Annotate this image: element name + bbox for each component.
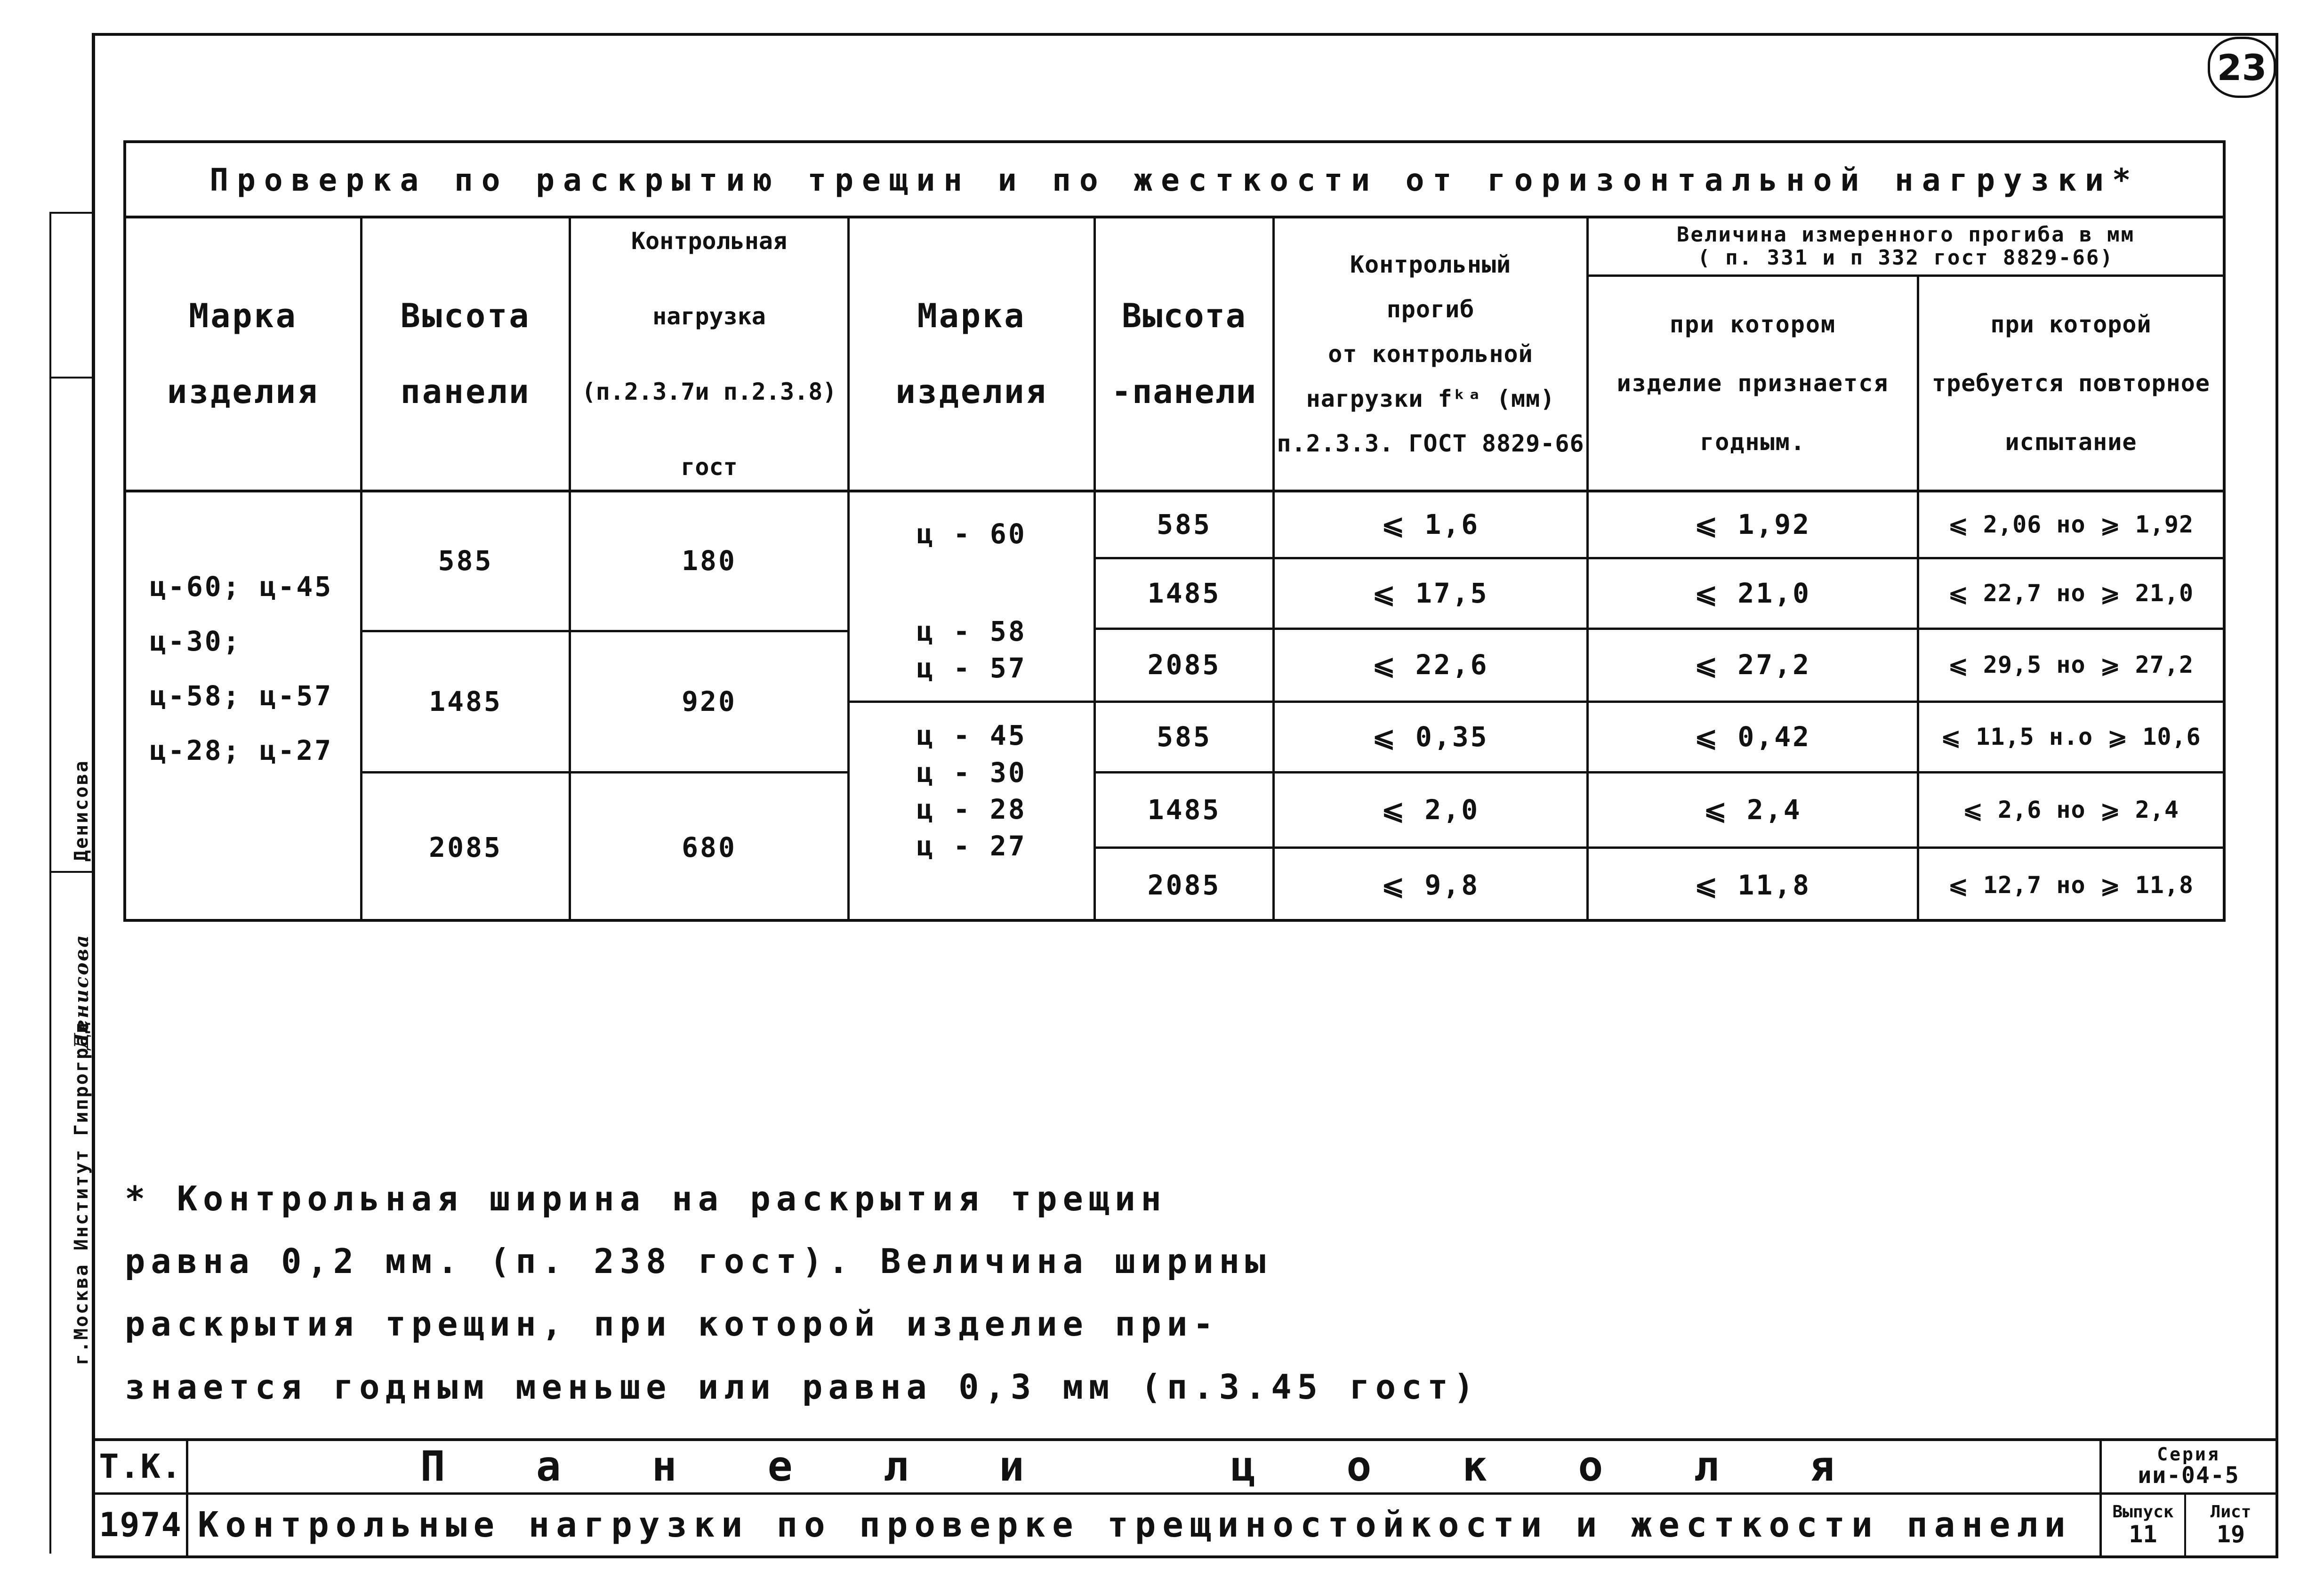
header-height-2: Высота -панели <box>1111 297 1257 411</box>
header-height: Высота панели <box>400 297 531 411</box>
header-mark: Марка изделия <box>167 297 319 411</box>
left-marks: ц-60; ц-45 ц-30; ц-58; ц-57 ц-28; ц-27 <box>150 571 333 766</box>
issue-value: 11 <box>2129 1520 2157 1548</box>
series-cell <box>2102 1441 2276 1492</box>
left-load-cell: 180 <box>682 545 737 577</box>
row-height: 1485 <box>1147 577 1221 609</box>
header-control-load: Контрольная нагрузка (п.2.3.7и п.2.3.8) гост <box>581 227 837 481</box>
row-deflection: ⩽ 1,6 <box>1381 508 1480 540</box>
right-marks-group: ц - 45 ц - 30 ц - 28 ц - 27 <box>917 719 1027 862</box>
margin-org-text: г.Москва Институт Гипроград <box>71 1021 92 1365</box>
row-height: 585 <box>1157 720 1212 753</box>
row-retest: ⩽ 2,6 но ⩾ 2,4 <box>1962 796 2179 823</box>
sheet-value: 19 <box>2216 1520 2245 1548</box>
frame-left <box>92 33 95 1558</box>
row-accepted: ⩽ 27,2 <box>1694 649 1811 681</box>
row-height: 2085 <box>1147 869 1221 901</box>
margin-signature: Денисова <box>71 934 93 1050</box>
title-block-year: 1974 <box>99 1506 182 1545</box>
left-load-cell: 920 <box>682 685 737 717</box>
row-accepted: ⩽ 11,8 <box>1694 869 1811 901</box>
sheet-number: 23 <box>2217 46 2267 89</box>
margin-tick-2 <box>49 377 94 379</box>
row-deflection: ⩽ 2,0 <box>1381 793 1480 826</box>
row-height: 1485 <box>1147 793 1221 826</box>
row-deflection: ⩽ 0,35 <box>1372 720 1489 753</box>
issue-label: Выпуск <box>2112 1502 2174 1522</box>
row-height: 585 <box>1157 508 1212 540</box>
row-accepted: ⩽ 1,92 <box>1694 508 1811 540</box>
row-deflection: ⩽ 17,5 <box>1372 577 1489 609</box>
row-accepted: ⩽ 21,0 <box>1694 577 1811 609</box>
row-deflection: ⩽ 9,8 <box>1381 869 1480 901</box>
mark-group-line <box>847 701 1096 703</box>
left-height-cell: 1485 <box>429 685 502 717</box>
table-title: Проверка по раскрытию трещин и по жесткости от горизонтальной нагрузки* <box>209 161 2139 198</box>
series-value: ии-04-5 <box>2138 1462 2240 1489</box>
issue-cell <box>2102 1495 2184 1555</box>
header-mark-2: Марка изделия <box>895 297 1048 411</box>
row-retest: ⩽ 2,06 но ⩾ 1,92 <box>1948 510 2194 538</box>
row-retest: ⩽ 11,5 н.о ⩾ 10,6 <box>1941 723 2201 750</box>
margin-tick-1 <box>49 212 94 214</box>
footnote: * Контрольная ширина на раскрытия трещин равна 0,2 мм. (п. 238 гост). Величина ширины раскрытия трещин, при которой изделие при- знается годным меньше или равна 0,3 мм (п.3.45 гост) <box>125 1179 1480 1407</box>
title-block-subtitle: Контрольные нагрузки по проверке трещиностойкости и жесткости панели <box>198 1505 2072 1546</box>
row-retest: ⩽ 29,5 но ⩾ 27,2 <box>1948 651 2194 679</box>
header-accepted: при котором изделие признается годным. <box>1616 310 1889 456</box>
header-control-deflection: Контрольный прогиб от контрольной нагрузки fᵏᵃ (мм) п.2.3.3. ГОСТ 8829-66 <box>1277 250 1584 457</box>
sheet-cell <box>2186 1495 2276 1555</box>
frame-top <box>92 33 2278 36</box>
left-height-cell: 2085 <box>429 831 502 863</box>
sheet-label: Лист <box>2210 1502 2252 1522</box>
sheet-number-badge <box>2208 37 2276 98</box>
row-height: 2085 <box>1147 649 1221 681</box>
header-retest: при которой требуется повторное испытание <box>1932 310 2210 456</box>
right-marks-group: ц - 58 ц - 57 <box>917 615 1027 684</box>
left-load-cell: 680 <box>682 831 737 863</box>
frame-bottom <box>92 1555 2278 1558</box>
row-deflection: ⩽ 22,6 <box>1372 649 1489 681</box>
margin-tick-3 <box>49 871 94 873</box>
title-block-code: Т.К. <box>99 1447 182 1486</box>
row-accepted: ⩽ 2,4 <box>1704 793 1802 826</box>
margin-line <box>49 212 51 1554</box>
row-retest: ⩽ 12,7 но ⩾ 11,8 <box>1948 871 2194 899</box>
row-retest: ⩽ 22,7 но ⩾ 21,0 <box>1948 579 2194 607</box>
title-block-title: П а н е л и ц о к о л я <box>420 1442 1868 1491</box>
left-height-cell: 585 <box>438 545 493 577</box>
series-label: Серия <box>2157 1444 2220 1465</box>
frame-right <box>2276 33 2278 1558</box>
margin-person-text: Денисова <box>71 759 92 862</box>
row-accepted: ⩽ 0,42 <box>1694 720 1811 753</box>
header-measured-group: Величина измеренного прогиба в мм ( п. 331 и п 332 гост 8829-66) <box>1676 223 2135 270</box>
right-marks-group: ц - 60 <box>917 518 1027 550</box>
